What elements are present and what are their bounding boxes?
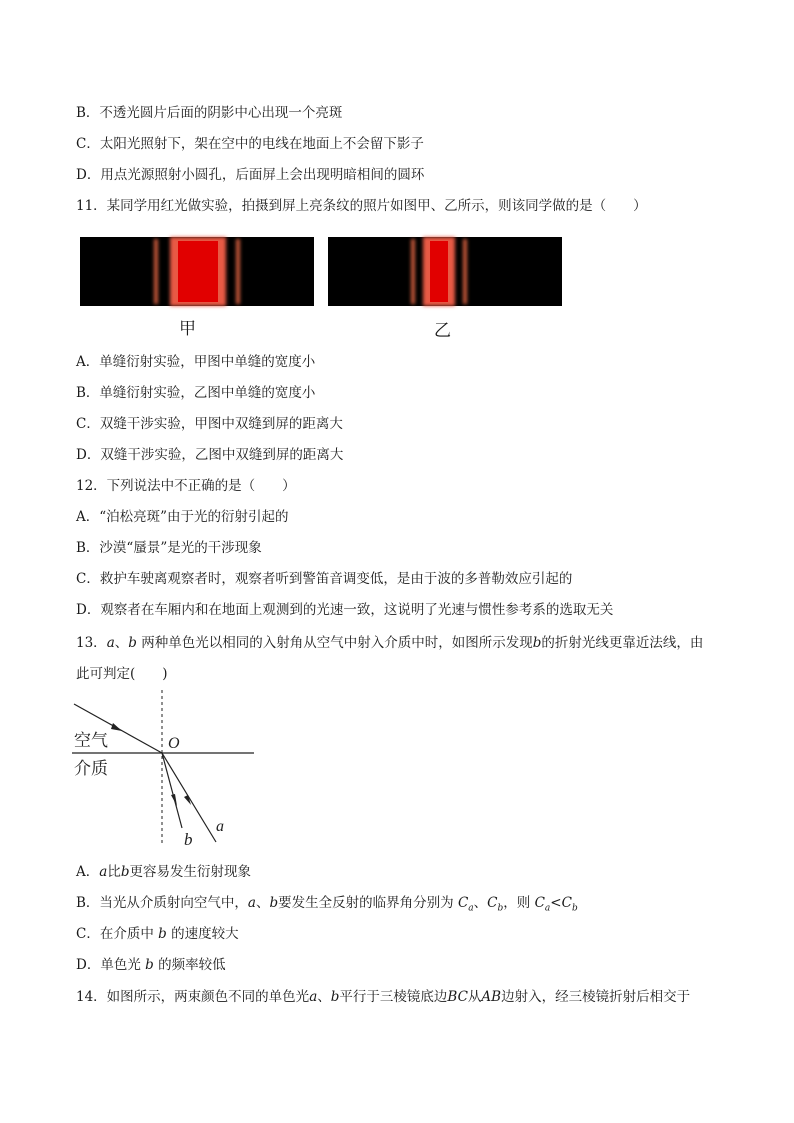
q10-option-c: C．太阳光照射下，架在空中的电线在地面上不会留下影子 bbox=[76, 136, 424, 152]
q13-option-b: B．当光从介质射向空气中，a、b要发生全反射的临界角分别为 $C_a$、$C_b$，则 $C_a<C_b$ bbox=[76, 895, 578, 914]
ray-b-arrow-icon bbox=[171, 794, 177, 806]
q11-option-b: B．单缝衍射实验，乙图中单缝的宽度小 bbox=[76, 385, 316, 401]
q13-option-c: C．在介质中 b 的速度较大 bbox=[76, 926, 239, 942]
point-o-label: O bbox=[168, 735, 180, 752]
q11-option-a: A．单缝衍射实验，甲图中单缝的宽度小 bbox=[76, 354, 316, 370]
q13-stem-line2: 此可判定( ) bbox=[76, 666, 168, 682]
medium-label: 介质 bbox=[74, 759, 108, 779]
q12-option-c: C．救护车驶离观察者时，观察者听到警笛音调变低，是由于波的多普勒效应引起的 bbox=[76, 571, 573, 587]
q13-stem-line1: 13．a、b 两种单色光以相同的入射角从空气中射入介质中时，如图所示发现b的折射光线更靠近法线，由 bbox=[76, 635, 704, 651]
q12-option-d: D．观察者在车厢内和在地面上观测到的光速一致，这说明了光速与惯性参考系的选取无关 bbox=[76, 602, 614, 618]
figure-13-refraction-diagram bbox=[70, 690, 260, 850]
q11-option-c: C．双缝干涉实验，甲图中双缝到屏的距离大 bbox=[76, 416, 343, 432]
ray-b-label: b bbox=[184, 830, 193, 849]
q13-option-a: A．a比b更容易发生衍射现象 bbox=[76, 864, 251, 880]
photo-yi bbox=[328, 237, 562, 306]
q12-option-b: B．沙漠“蜃景”是光的干涉现象 bbox=[76, 540, 262, 556]
ray-a bbox=[162, 753, 216, 842]
q13-option-d: D．单色光 b 的频率较低 bbox=[76, 957, 226, 973]
ray-a-label: a bbox=[216, 818, 224, 835]
incident-arrow-icon bbox=[111, 723, 122, 731]
q11-stem: 11．某同学用红光做实验，拍摄到屏上亮条纹的照片如图甲、乙所示，则该同学做的是（ ） bbox=[76, 198, 647, 214]
air-label: 空气 bbox=[74, 731, 108, 751]
figure-11-fringe-photos bbox=[78, 232, 568, 342]
photo-jia bbox=[80, 237, 314, 306]
q14-stem: 14．如图所示，两束颜色不同的单色光a、b平行于三棱镜底边BC从AB边射入，经三棱镜折射后相交于 bbox=[76, 989, 691, 1005]
ray-b bbox=[162, 753, 182, 828]
q12-option-a: A．“泊松亮斑”由于光的衍射引起的 bbox=[76, 509, 289, 525]
q10-option-b: B．不透光圆片后面的阴影中心出现一个亮斑 bbox=[76, 105, 343, 121]
figure-label-yi: 乙 bbox=[434, 321, 451, 341]
q10-option-d: D．用点光源照射小圆孔，后面屏上会出现明暗相间的圆环 bbox=[76, 167, 425, 183]
figure-label-jia: 甲 bbox=[179, 319, 196, 339]
q12-stem: 12．下列说法中不正确的是（ ） bbox=[76, 478, 296, 494]
q11-option-d: D．双缝干涉实验，乙图中双缝到屏的距离大 bbox=[76, 447, 344, 463]
